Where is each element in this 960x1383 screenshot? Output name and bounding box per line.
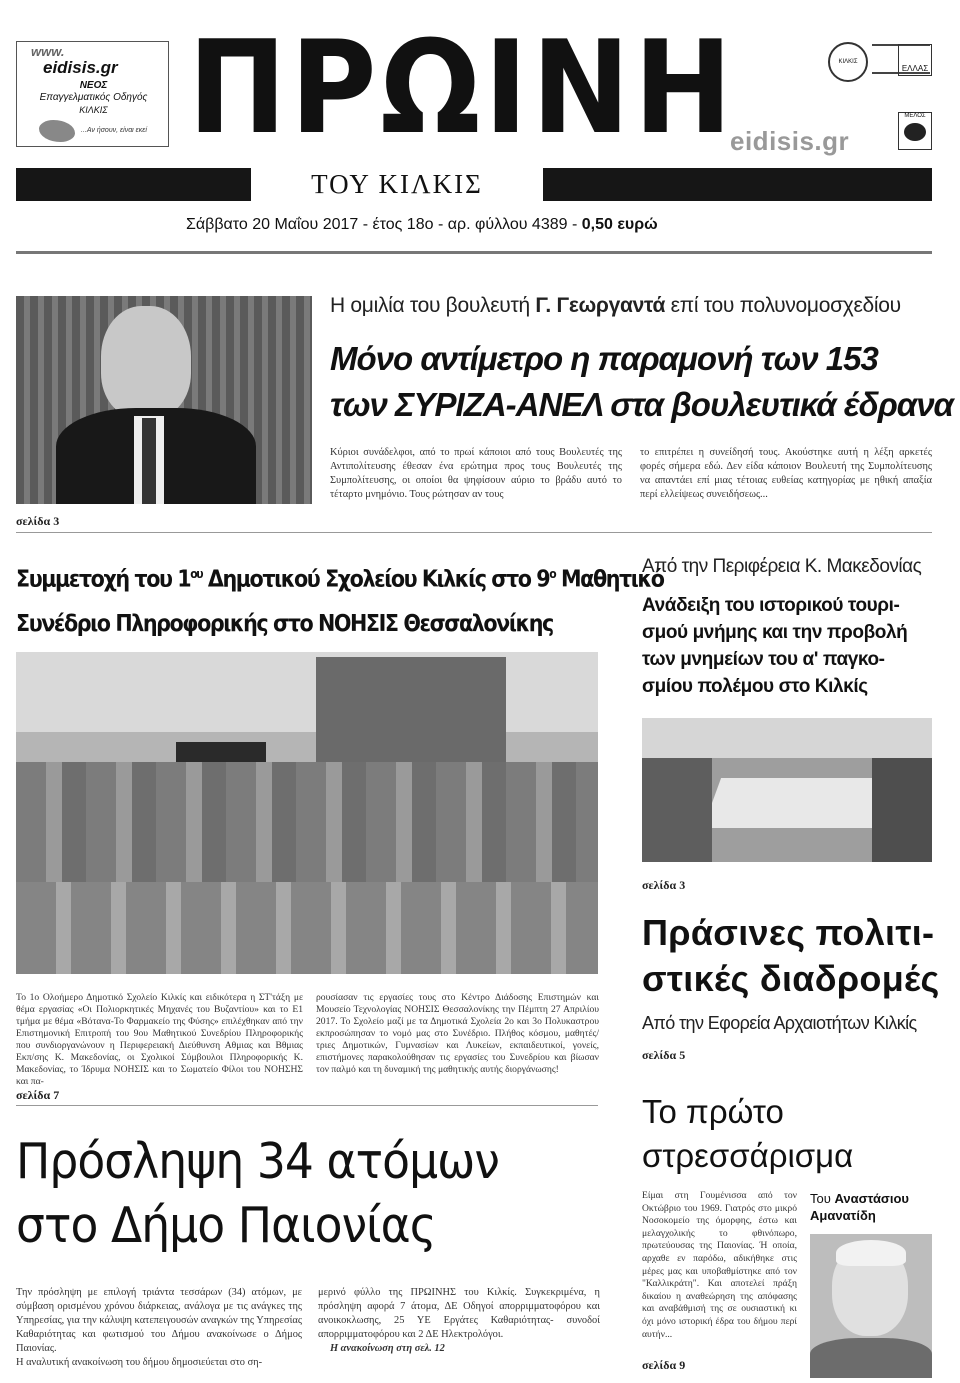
school-photo bbox=[16, 652, 598, 974]
dateline: Σάββατο 20 Μαΐου 2017 - έτος 18ο - αρ. φύλλου 4389 - 0,50 ευρώ bbox=[186, 216, 658, 233]
lead-rule bbox=[16, 532, 932, 533]
hiring-page-ref: Η ανακοίνωση στη σελ. 12 bbox=[330, 1343, 445, 1354]
green-headline[interactable]: Πράσινες πολιτι- στικές διαδρομές bbox=[642, 912, 940, 999]
region-kicker: Από την Περιφέρεια Κ. Μακεδονίας bbox=[642, 556, 922, 577]
lead-kicker: Η ομιλία του βουλευτή Γ. Γεωργαντά επί του πολυνομοσχεδίου bbox=[330, 294, 901, 317]
lead-body-col1: Κύριοι συνάδελφοι, από το πρωί κάποιοι από τους Βουλευτές της Αντιπολίτευσης έθεσαν ένα ερώτημα προς τους Βουλευτές της Συμπολίτευσης, οι οποίοι θα ψηφίσουν αύριο το βράδυ αυτό το τέταρτο μνημόνιο. Τους ρώτησαν αν τους bbox=[330, 447, 622, 500]
ad-box[interactable] bbox=[16, 41, 169, 147]
stamp-hellas-icon: ΕΛΛΑΣ bbox=[898, 44, 932, 76]
green-kicker: Από την Εφορεία Αρχαιοτήτων Κιλκίς bbox=[642, 1013, 917, 1033]
school-headline[interactable]: Συμμετοχή του $1^{o\upsilon}$ Δημοτικού Σχολείου Κιλκίς στο $9^o$ Μαθητικό Συνέδριο Πληροφορικής στο ΝΟΗΣΙΣ Θεσσαλονίκης bbox=[16, 566, 664, 637]
column-body: Είμαι στη Γουμένισσα από τον Οκτώβριο του 1969. Γιατρός στο μικρό Νοσοκομείο της όμορφης, έστω και μελαγχολικής το φθινόπωρο, πρωτεύουσας της Παιονίας. Ή οποία, αρχαθε εν παρόδω, αδικήθηκε στις μέρες μας και υποβαθμίστηκε από τον "Καλλικράτη". Και αποτελεί πράξη δικαίου η αναθεώρηση της απόφασης και αναβάθμισή της σε ουσιαστική κι όχι μόνο ιστορική έδρα του δήμου περί αυτήν... bbox=[642, 1190, 797, 1340]
school-rule bbox=[16, 1105, 598, 1106]
column-page-ref[interactable]: σελίδα 9 bbox=[642, 1358, 686, 1372]
school-page-ref[interactable]: σελίδα 7 bbox=[16, 1088, 60, 1102]
stamp-kilkis-icon: ΚΙΛΚΙΣ bbox=[828, 42, 868, 82]
lead-page-ref[interactable]: σελίδα 3 bbox=[16, 514, 60, 528]
ad-www: www. bbox=[31, 44, 65, 59]
region-headline[interactable]: Ανάδειξη του ιστορικού τουρι- σμού μνήμης και την προβολή των μνημείων του α' παγκο- σμίου πολέμου στο Κιλκίς bbox=[642, 595, 908, 697]
school-body-col1: Το 1ο Ολοήμερο Δημοτικό Σχολείο Κιλκίς και ειδικότερα η ΣΤ'τάξη με θέμα εργασίας «Οι Πολιορκητικές Μηχανές του Βυζαντίου» και το Ε1 τμήμα με θέμα «Βότανα-Το Φαρμακείο της Φύσης» επιλέχθηκαν από την Επιστημονική Επιτροπή του 9ου Μαθητικού Συνεδρίου Πληροφορικής που συνδιοργανώνουν η Περιφερειακή Διεύθυνση Αθμιας και Βθμιας Εκπ/σης Κ. Μακεδονίας, οι Σχολικοί Σύμβουλοι Πληροφορικής Κ. Μακεδονίας, το Ίδρυμα ΝΟΗΣΙΣ και το Σωματείο Φίλοι του ΝΟΗΣΗΣ και πα- bbox=[16, 992, 303, 1087]
newspaper-subtitle: ΤΟΥ ΚΙΛΚΙΣ bbox=[251, 166, 543, 201]
price: 0,50 ευρώ bbox=[581, 216, 658, 233]
lead-photo bbox=[16, 296, 312, 504]
column-headline[interactable]: Το πρώτο στρεσσάρισμα bbox=[642, 1093, 854, 1174]
handshake-icon bbox=[39, 120, 75, 142]
ad-slogan: ...Αν ήσουν, είναι εκεί bbox=[81, 127, 147, 134]
subtitle-bar bbox=[16, 168, 932, 201]
lead-headline[interactable]: Μόνο αντίμετρο η παραμονή των 153 των ΣΥΡΙΖΑ-ΑΝΕΛ στα βουλευτικά έδρανα bbox=[330, 340, 954, 423]
region-page-ref[interactable]: σελίδα 3 bbox=[642, 878, 686, 892]
column-byline: Του Αναστάσιου Αμανατίδη bbox=[810, 1191, 909, 1223]
ad-text: ΝΕΟΣ Επαγγελματικός Οδηγός ΚΙΛΚΙΣ bbox=[39, 80, 148, 115]
media-badge: ΜΕΛΟΣ bbox=[898, 112, 932, 150]
columnist-photo bbox=[810, 1234, 932, 1378]
school-body-col2: ρουσίασαν τις εργασίες τους στο Κέντρο Διάδοσης Επιστημών και Μουσείο Τεχνολογίας ΝΟΗΣΙΣ Θεσσαλονίκης την Πέμπτη 27 Απριλίου 2017. Το Σχολείο μαζί με τα Δημοτικά Σχολεία 2ο και 3ο Πολυκαστρου εκπροσώπησαν το νομό μας στο Συνέδριο. Πλήθος κόσμου, μαθητές/τριες Δημοτικών, Γυμνασίων και Λυκείων, εκπαιδευτικοί, γονείς, επιστήμονες παρακολούθησαν τις εργασίες του Συνεδρίου και βίωσαν τον παλμό και τη δυναμική της μαθητικής αυτής διοργάνωσης! bbox=[316, 992, 599, 1075]
masthead-website[interactable]: eidisis.gr bbox=[730, 126, 850, 156]
lead-body-col2: το επιτρέπει η συνείδησή τους. Ακούστηκε αυτή η λέξη αρκετές φορές σήμερα εδώ. Δεν είδα κάποιον Βουλευτή της Συμπολίτευσης να απαντάει επί μιας τέτοιας ευθείας κατηγορίας με ηθική απαξία περί ελλείψεως συνειδήσεως... bbox=[640, 447, 932, 500]
hiring-headline[interactable]: Πρόσληψη 34 ατόμων στο Δήμο Παιονίας bbox=[16, 1133, 499, 1254]
newspaper-title: ΠΡΩΙΝΗ bbox=[188, 14, 736, 163]
masthead-rule bbox=[16, 251, 932, 254]
region-photo bbox=[642, 718, 932, 862]
ad-site: eidisis.gr bbox=[43, 58, 118, 77]
hiring-body-col2: μερινό φύλλο της ΠΡΩΙΝΗΣ του Κιλκίς. Συγκεκριμένα, η πρόσληψη αφορά 7 άτομα, ΔΕ Οδηγοί απορριμματοφόρου και ανοικοκλωσης, 25 ΥΕ Εργάτες Καθαριότητας- συνοδοί απορριμματοφόρου και 2 ΔΕ Ηλεκτρολόγοι. Η ανακοίνωση στη σελ. 12 bbox=[318, 1287, 600, 1354]
hiring-body-col1: Την πρόσληψη με επιλογή τριάντα τεσσάρων (34) ατόμων, με σύμβαση ορισμένου χρόνου διάρκειας, ανάλογα με τις ανάγκες της Υπηρεσίας, για την κάλυψη κατεπειγουσών αναγκών της Υπηρεσίας Καθαριότητας και φωτισμού του Δήμου ανακοίνωσε ο Δήμος Παιονίας. Η αναλυτική ανακοίνωση του δήμου δημοσιεύεται στο ση- bbox=[16, 1287, 302, 1368]
green-page-ref[interactable]: σελίδα 5 bbox=[642, 1048, 686, 1062]
media-badge-icon bbox=[904, 123, 926, 141]
